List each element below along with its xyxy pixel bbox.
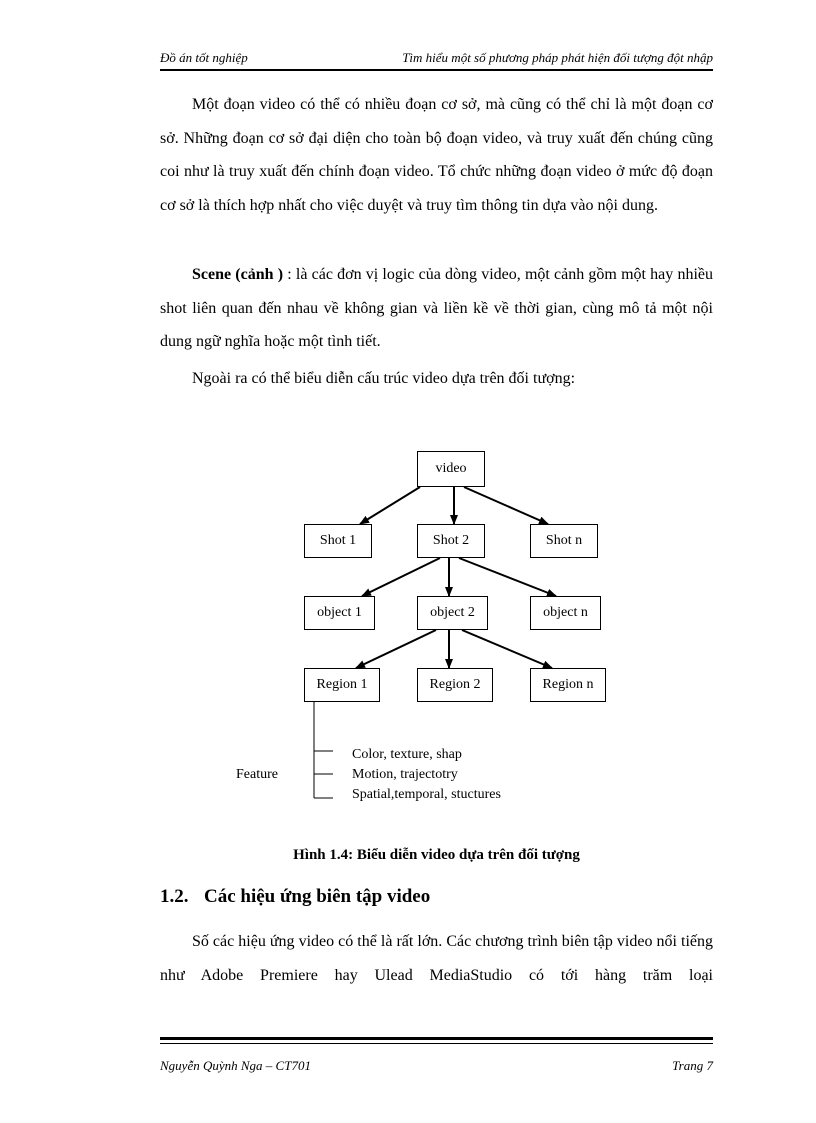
node-object-1: object 1 — [304, 596, 375, 630]
feature-label: Feature — [236, 767, 278, 782]
node-region-1: Region 1 — [304, 668, 380, 702]
paragraph-4: Số các hiệu ứng video có thể là rất lớn. Các chương trình biên tập video nổi tiếng như Adobe Premiere hay Ulead MediaStudio có tới hàng trăm loại — [160, 933, 713, 984]
node-shot-2: Shot 2 — [417, 524, 485, 558]
paragraph-1: Một đoạn video có thể có nhiều đoạn cơ sở, mà cũng có thể chỉ là một đoạn cơ sở. Những đoạn cơ sở đại diện cho toàn bộ đoạn video, và truy xuất đến chúng cũng coi như là truy xuất đến chính đoạn video. Tổ chức những đoạn video ở mức độ đoạn cơ sở là thích hợp nhất cho việc duyệt và truy tìm thông tin dựa vào nội dung. — [160, 96, 713, 214]
node-object-2: object 2 — [417, 596, 488, 630]
feature-item-2: Motion, trajectotry — [352, 767, 458, 782]
node-video: video — [417, 451, 485, 487]
edge-object2-region1 — [356, 630, 436, 668]
edge-object2-regionn — [462, 630, 552, 668]
footer-rule-thin — [160, 1043, 713, 1044]
section-number: 1.2. — [160, 886, 189, 907]
header-left: Đồ án tốt nghiệp — [160, 50, 248, 65]
feature-item-3: Spatial,temporal, stuctures — [352, 787, 501, 802]
edge-shot2-object1 — [362, 558, 440, 596]
edge-video-shotn — [464, 487, 548, 524]
footer-rule-thick — [160, 1037, 713, 1040]
edge-shot2-objectn — [459, 558, 556, 596]
feature-item-1: Color, texture, shap — [352, 747, 462, 762]
node-shot-1: Shot 1 — [304, 524, 372, 558]
footer-left: Nguyễn Quỳnh Nga – CT701 — [160, 1058, 311, 1073]
node-shot-n: Shot n — [530, 524, 598, 558]
edge-video-shot1 — [360, 487, 420, 524]
section-title: Các hiệu ứng biên tập video — [204, 886, 431, 907]
node-region-2: Region 2 — [417, 668, 493, 702]
footer-right: Trang 7 — [672, 1058, 713, 1073]
paragraph-block-4 — [160, 925, 713, 992]
figure-caption: Hình 1.4: Biểu diễn video dựa trên đối tượng — [293, 847, 580, 863]
paragraph-3: Ngoài ra có thể biểu diễn cấu trúc video dựa trên đối tượng: — [192, 370, 576, 387]
section-heading — [160, 886, 430, 908]
header-right: Tìm hiểu một số phương pháp phát hiện đối tượng đột nhập — [402, 50, 713, 65]
paragraph-2-text: : là các đơn vị logic của dòng video, một cảnh gồm một hay nhiều shot liên quan đến nhau về không gian và liền kề về thời gian, cùng mô tả một nội dung ngữ nghĩa hoặc một tình tiết. — [160, 266, 713, 350]
scene-term: Scene (cảnh ) — [192, 266, 284, 283]
node-region-n: Region n — [530, 668, 606, 702]
node-object-n: object n — [530, 596, 601, 630]
